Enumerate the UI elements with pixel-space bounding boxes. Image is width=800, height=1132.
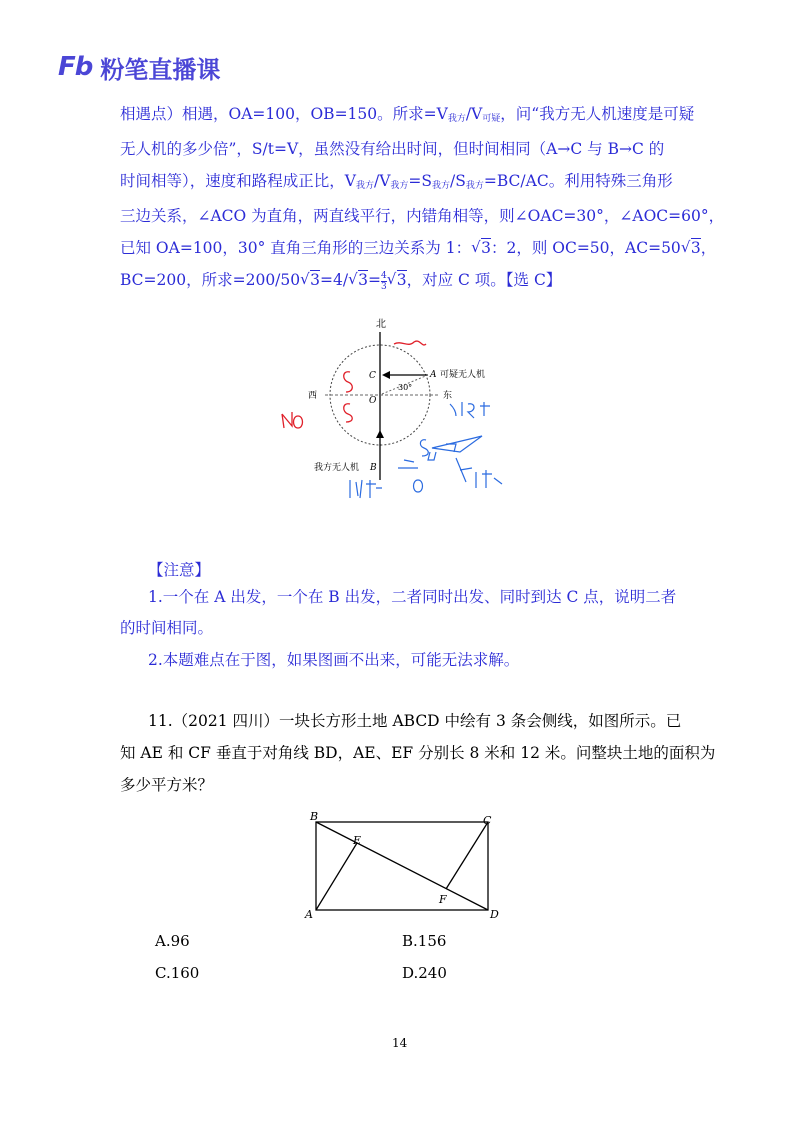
handwriting-blue bbox=[350, 402, 502, 498]
explanation-line-2: 无人机的多少倍”，S/t=V，虽然没有给出时间，但时间相同（A→C 与 B→C 的 bbox=[120, 140, 665, 158]
diagonal-bd bbox=[316, 822, 488, 910]
option-b[interactable]: B.156 bbox=[402, 932, 447, 950]
arrow-head-c bbox=[382, 371, 390, 379]
question-line-2: 知 AE 和 CF 垂直于对角线 BD，AE、EF 分别长 8 米和 12 米。问整块土地的面积为 bbox=[120, 744, 716, 762]
point-o-label: O bbox=[369, 396, 377, 406]
our-drone-label: 我方无人机 bbox=[314, 463, 360, 473]
option-c[interactable]: C.160 bbox=[155, 964, 200, 982]
option-d[interactable]: D.240 bbox=[402, 964, 447, 982]
explanation-line-4: 三边关系，∠ACO 为直角，两直线平行，内错角相等，则∠OAC=30°，∠AOC=60°， bbox=[120, 207, 725, 225]
explanation-line-1: 相遇点）相遇，OA=100，OB=150。所求=V我方/V可疑，问“我方无人机速度是可疑 bbox=[120, 105, 695, 124]
arrow-head-b bbox=[376, 430, 384, 438]
east-label: 东 bbox=[443, 391, 453, 401]
north-label: 北 bbox=[376, 319, 386, 330]
note-item-1-line-2: 的时间相同。 bbox=[120, 619, 214, 637]
vertex-d-label: D bbox=[490, 908, 499, 921]
note-item-2: 2.本题难点在于图，如果图画不出来，可能无法求解。 bbox=[148, 651, 520, 669]
west-label: 西 bbox=[308, 391, 318, 401]
point-a-label: A bbox=[430, 370, 437, 380]
point-f-label: F bbox=[439, 893, 447, 906]
rectangle-diagram bbox=[300, 808, 510, 923]
angle-label: 30° bbox=[398, 383, 413, 392]
question-line-3: 多少平方米？ bbox=[120, 776, 214, 794]
point-c-label: C bbox=[369, 371, 376, 381]
suspicious-drone-label: 可疑无人机 bbox=[440, 370, 486, 380]
point-e-label: E bbox=[353, 834, 362, 847]
segment-ae bbox=[316, 843, 357, 910]
logo-text: 粉笔直播课 bbox=[100, 55, 221, 84]
explanation-line-5: 已知 OA=100，30° 直角三角形的三边关系为 1：√ 3：2，则 OC=50，AC=50√ 3， bbox=[120, 232, 680, 264]
note-title: 【注意】 bbox=[148, 561, 211, 579]
question-text bbox=[120, 705, 716, 801]
segment-cf bbox=[446, 822, 488, 889]
explanation-line-6: BC=200，所求=200/50√ 3=4/√ 3= $\frac{4}{3}$ √ 3，对应 C 项。【选 C】 bbox=[120, 264, 680, 296]
option-a[interactable]: A.96 bbox=[155, 932, 190, 950]
note-item-1-line-1: 1.一个在 A 出发，一个在 B 出发，二者同时出发、同时到达 C 点，说明二者 bbox=[148, 588, 677, 606]
question-line-1: 11.（2021 四川）一块长方形土地 ABCD 中绘有 3 条会侧线，如图所示。已 bbox=[148, 712, 682, 730]
logo bbox=[58, 52, 220, 82]
page-number: 14 bbox=[392, 1036, 408, 1050]
vertex-a-label: A bbox=[305, 908, 313, 921]
vertex-b-label: B bbox=[310, 810, 319, 823]
explanation-paragraph bbox=[120, 98, 725, 296]
vertex-c-label: C bbox=[483, 814, 492, 827]
direction-diagram bbox=[270, 312, 530, 542]
point-b-label: B bbox=[370, 463, 377, 473]
logo-mark: Fb bbox=[58, 52, 93, 82]
explanation-line-3: 时间相等），速度和路程成正比，V我方/V我方=S我方/S我方=BC/AC。利用特殊三角形 bbox=[120, 172, 673, 191]
